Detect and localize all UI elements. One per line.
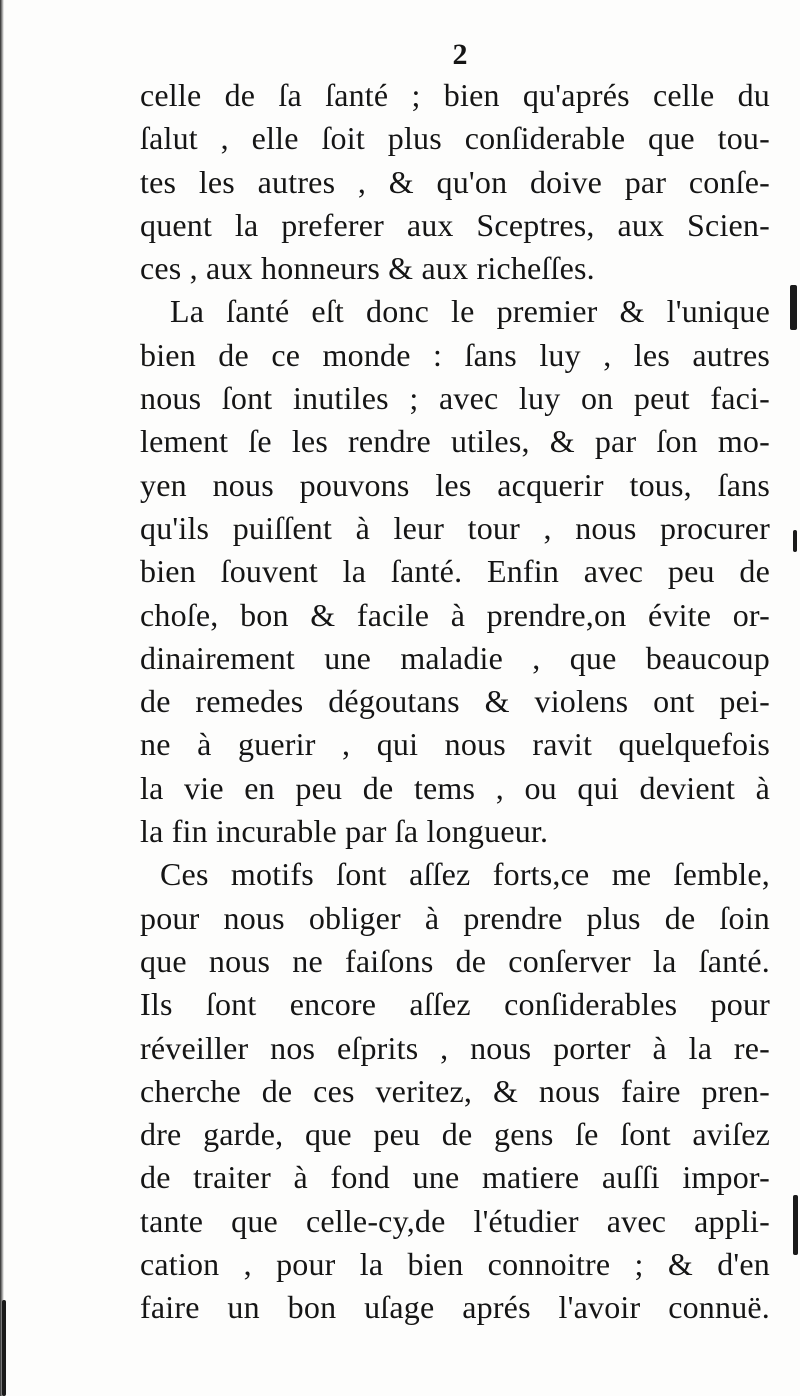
text-line: dre garde, que peu de gens ſe ſont aviſez <box>140 1116 770 1153</box>
text-line: dinairement une maladie , que beaucoup <box>140 639 770 676</box>
text-line: de remedes dégoutans & violens ont pei- <box>140 683 770 720</box>
body-text <box>140 74 770 1330</box>
text-line: Ils ſont encore aſſez conſiderables pour <box>140 986 770 1023</box>
margin-mark <box>793 1195 798 1255</box>
text-line: choſe, bon & facile à prendre,on évite or- <box>140 596 770 633</box>
text-line: La ſanté eſt donc le premier & l'unique <box>170 293 770 330</box>
text-line: réveiller nos eſprits , nous porter à la re- <box>140 1029 770 1066</box>
text-line: celle de ſa ſanté ; bien qu'aprés celle du <box>140 77 770 113</box>
text-line: qu'ils puiſſent à leur tour , nous procurer <box>140 509 770 546</box>
text-line: ces , aux honneurs & aux richeſſes. <box>140 250 595 287</box>
text-line: cation , pour la bien connoitre ; & d'en <box>140 1246 770 1283</box>
text-line: de traiter à fond une matiere auſſi impor- <box>140 1159 770 1196</box>
text-line: bien de ce monde : ſans luy , les autres <box>140 336 770 373</box>
text-line: ne à guerir , qui nous ravit quelquefois <box>140 726 770 763</box>
text-line: que nous ne faiſons de conſerver la ſanté. <box>140 942 770 979</box>
margin-mark <box>2 1300 6 1396</box>
text-line: bien ſouvent la ſanté. Enfin avec peu de <box>140 553 770 590</box>
paragraph-2 <box>140 290 770 853</box>
paragraph-3 <box>140 853 770 1329</box>
margin-mark <box>790 285 797 330</box>
text-line: tes les autres , & qu'on doive par conſe- <box>140 163 770 200</box>
text-line: yen nous pouvons les acquerir tous, ſans <box>140 466 770 503</box>
text-line: ſalut , elle ſoit plus conſiderable que tou- <box>140 120 770 157</box>
text-line: la vie en peu de tems , ou qui devient à <box>140 769 770 806</box>
text-line: quent la preferer aux Sceptres, aux Scien- <box>140 206 770 243</box>
text-line: Ces motifs ſont aſſez forts,ce me ſemble, <box>160 856 770 893</box>
text-line: nous ſont inutiles ; avec luy on peut faci- <box>140 380 770 417</box>
text-line: tante que celle-cy,de l'étudier avec appli- <box>140 1202 770 1239</box>
page-number: 2 <box>452 38 468 71</box>
text-line: pour nous obliger à prendre plus de ſoin <box>140 899 770 936</box>
margin-mark <box>793 530 797 552</box>
page-edge-shadow <box>0 0 4 1396</box>
paragraph-1 <box>140 74 770 290</box>
text-line: lement ſe les rendre utiles, & par ſon mo- <box>140 423 770 460</box>
text-line: faire un bon uſage aprés l'avoir connuë. <box>140 1289 770 1326</box>
text-line: la fin incurable par ſa longueur. <box>140 813 549 850</box>
text-line: cherche de ces veritez, & nous faire pren- <box>140 1072 770 1109</box>
